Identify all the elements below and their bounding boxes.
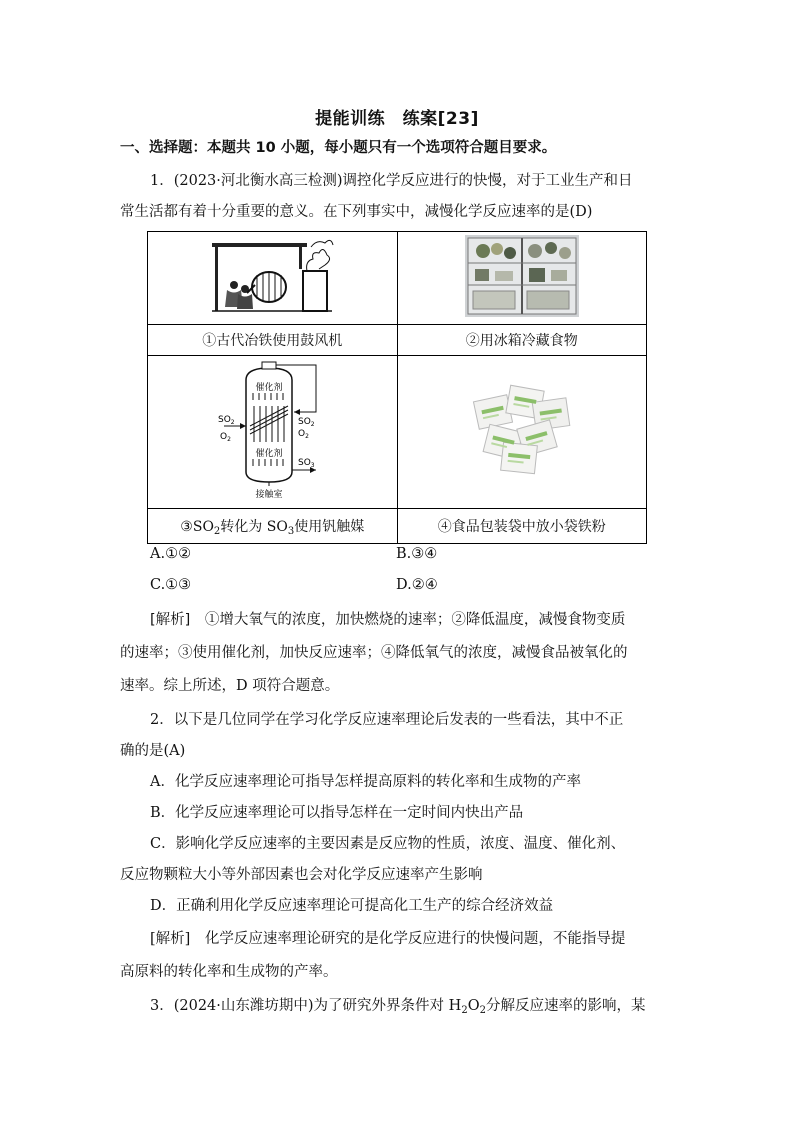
q2-stem-line1: 2．以下是几位同学在学习化学反应速率理论后发表的一些看法，其中不正 xyxy=(150,712,624,728)
contact-chamber-diagram-cell xyxy=(148,356,398,509)
q1-stem-line1: 1．(2023·河北衡水高三检测)调控化学反应进行的快慢，对于工业生产和日 xyxy=(150,173,633,189)
q2-option-d: D．正确利用化学反应速率理论可提高化工生产的综合经济效益 xyxy=(150,898,554,914)
q1-option-d: D.②④ xyxy=(396,577,438,593)
q1-option-b: B.③④ xyxy=(396,546,438,562)
q2-option-a: A．化学反应速率理论可指导怎样提高原料的转化率和生成物的产率 xyxy=(150,774,581,790)
q1-figure-table xyxy=(147,231,647,544)
q2-analysis-line2: 高原料的转化率和生成物的产率。 xyxy=(120,964,338,980)
q2-stem-line2: 确的是(A) xyxy=(120,743,186,759)
contact-chamber-label: 接触室 xyxy=(255,490,283,500)
q1-analysis-line3: 速率。综上所述，D 项符合题意。 xyxy=(120,678,340,694)
catalyst-label-top: 催化剂 xyxy=(255,383,283,393)
bellows-furnace-image xyxy=(207,235,337,317)
section-heading: 一、选择题：本题共 10 小题，每小题只有一个选项符合题目要求。 xyxy=(120,140,557,156)
page-title: 提能训练 练案[23] xyxy=(315,109,479,129)
so2-inlet-label: $SO_2$ xyxy=(218,415,235,426)
so2-side-label: $SO_2$ xyxy=(298,417,315,428)
q1-option-a: A.①② xyxy=(150,546,192,562)
o2-side-label: $O_2$ xyxy=(298,429,310,440)
q3-stem-line1: 3．(2024·山东潍坊期中)为了研究外界条件对 $H_2O_2$分解反应速率的影响，某 xyxy=(150,998,646,1016)
caption-iron-powder: ④食品包装袋中放小袋铁粉 xyxy=(397,509,647,544)
q1-analysis-line2: 的速率；③使用催化剂，加快反应速率；④降低氧气的浓度，减慢食品被氧化的 xyxy=(120,645,628,661)
so3-outlet-label: $SO_3$ xyxy=(298,458,315,469)
refrigerator-image xyxy=(465,235,579,317)
contact-chamber-diagram xyxy=(212,360,332,500)
q2-option-c-line2: 反应物颗粒大小等外部因素也会对化学反应速率产生影响 xyxy=(120,867,483,883)
catalyst-label-bottom: 催化剂 xyxy=(255,449,283,459)
bellows-illustration-cell xyxy=(148,232,398,325)
caption-fridge: ②用冰箱冷藏食物 xyxy=(397,325,647,356)
q1-option-c: C.①③ xyxy=(150,577,192,593)
q2-option-b: B．化学反应速率理论可以指导怎样在一定时间内快出产品 xyxy=(150,805,524,821)
iron-powder-packets-cell xyxy=(397,356,647,509)
fridge-photo-cell xyxy=(397,232,647,325)
q2-option-c-line1: C．影响化学反应速率的主要因素是反应物的性质，浓度、温度、催化剂、 xyxy=(150,836,626,852)
o2-inlet-label: $O_2$ xyxy=(220,432,232,443)
q2-analysis-line1: [解析] 化学反应速率理论研究的是化学反应进行的快慢问题，不能指导提 xyxy=(150,931,626,947)
caption-vanadium-catalyst: $③SO_2$转化为 $SO_3$使用钒触媒 xyxy=(148,509,398,544)
q1-analysis-line1: [解析] ①增大氧气的浓度，加快燃烧的速率；②降低温度，减慢食物变质 xyxy=(150,612,626,628)
iron-powder-packets-image xyxy=(472,384,572,476)
caption-bellows: ①古代冶铁使用鼓风机 xyxy=(148,325,398,356)
q1-stem-line2: 常生活都有着十分重要的意义。在下列事实中，减慢化学反应速率的是(D) xyxy=(120,204,593,220)
